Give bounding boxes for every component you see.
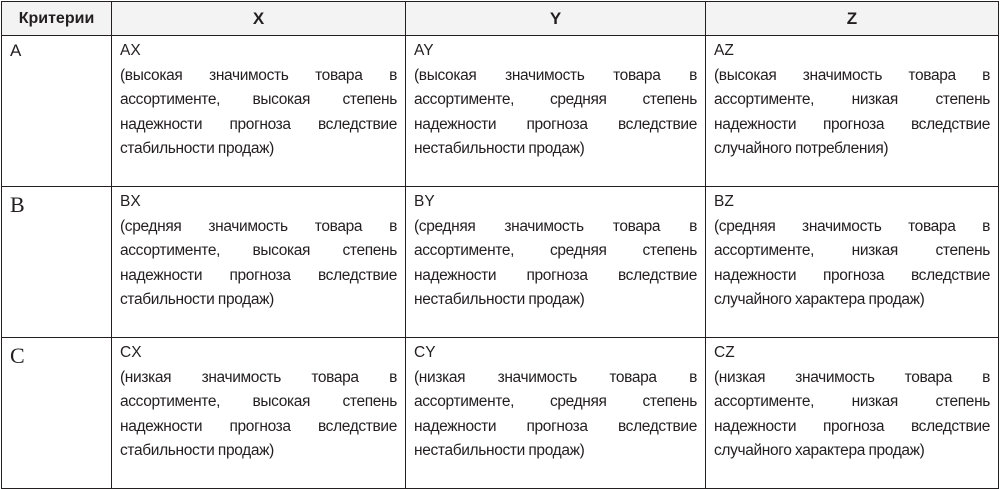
cell-ax bbox=[112, 36, 406, 187]
cell-desc-cx: (низкая значимость товара в ассортименте, высокая степень надежности прогноза вследствие стабильности продаж) bbox=[120, 368, 397, 459]
cell-cz bbox=[706, 338, 999, 489]
cell-code-ay: AY bbox=[414, 42, 434, 59]
column-header-x: X bbox=[112, 2, 406, 36]
cell-desc-bz: (средняя значимость товара в ассортименте, низкая степень надежности прогноза вследствие случайного характера продаж) bbox=[714, 217, 990, 308]
column-header-y: Y bbox=[406, 2, 706, 36]
row-label-cell-b bbox=[2, 187, 112, 338]
cell-az bbox=[706, 36, 999, 187]
cell-cx bbox=[112, 338, 406, 489]
table-row-a bbox=[2, 36, 999, 187]
cell-ay bbox=[406, 36, 706, 187]
cell-code-cz: CZ bbox=[714, 344, 735, 361]
row-label-cell-a bbox=[2, 36, 112, 187]
cell-code-bx: BX bbox=[120, 193, 141, 210]
cell-desc-bx: (средняя значимость товара в ассортименте, высокая степень надежности прогноза вследствие стабильности продаж) bbox=[120, 217, 397, 308]
cell-code-cy: CY bbox=[414, 344, 436, 361]
cell-desc-cz: (низкая значимость товара в ассортименте, низкая степень надежности прогноза вследствие случайного характера продаж) bbox=[714, 368, 990, 459]
cell-desc-ax: (высокая значимость товара в ассортименте, высокая степень надежности прогноза вследствие стабильности продаж) bbox=[120, 66, 397, 157]
cell-code-cx: CX bbox=[120, 344, 142, 361]
row-label-a: A bbox=[10, 41, 21, 60]
cell-code-ax: AX bbox=[120, 42, 141, 59]
cell-desc-ay: (высокая значимость товара в ассортименте, средняя степень надежности прогноза вследствие нестабильности продаж) bbox=[414, 66, 697, 157]
cell-desc-az: (высокая значимость товара в ассортименте, низкая степень надежности прогноза вследствие случайного потребления) bbox=[714, 66, 990, 157]
cell-code-bz: BZ bbox=[714, 193, 734, 210]
header-row bbox=[2, 2, 999, 36]
criteria-header: Критерии bbox=[2, 2, 112, 36]
abc-xyz-matrix-table bbox=[1, 1, 999, 489]
cell-bx bbox=[112, 187, 406, 338]
table-row-b bbox=[2, 187, 999, 338]
row-label-cell-c bbox=[2, 338, 112, 489]
table-row-c bbox=[2, 338, 999, 489]
cell-by bbox=[406, 187, 706, 338]
cell-code-az: AZ bbox=[714, 42, 734, 59]
cell-desc-by: (средняя значимость товара в ассортименте, средняя степень надежности прогноза вследствие нестабильности продаж) bbox=[414, 217, 697, 308]
cell-cy bbox=[406, 338, 706, 489]
cell-code-by: BY bbox=[414, 193, 435, 210]
column-header-z: Z bbox=[706, 2, 999, 36]
row-label-b: B bbox=[10, 192, 25, 217]
cell-desc-cy: (низкая значимость товара в ассортименте, средняя степень надежности прогноза вследствие нестабильности продаж) bbox=[414, 368, 697, 459]
row-label-c: C bbox=[10, 343, 25, 368]
cell-bz bbox=[706, 187, 999, 338]
